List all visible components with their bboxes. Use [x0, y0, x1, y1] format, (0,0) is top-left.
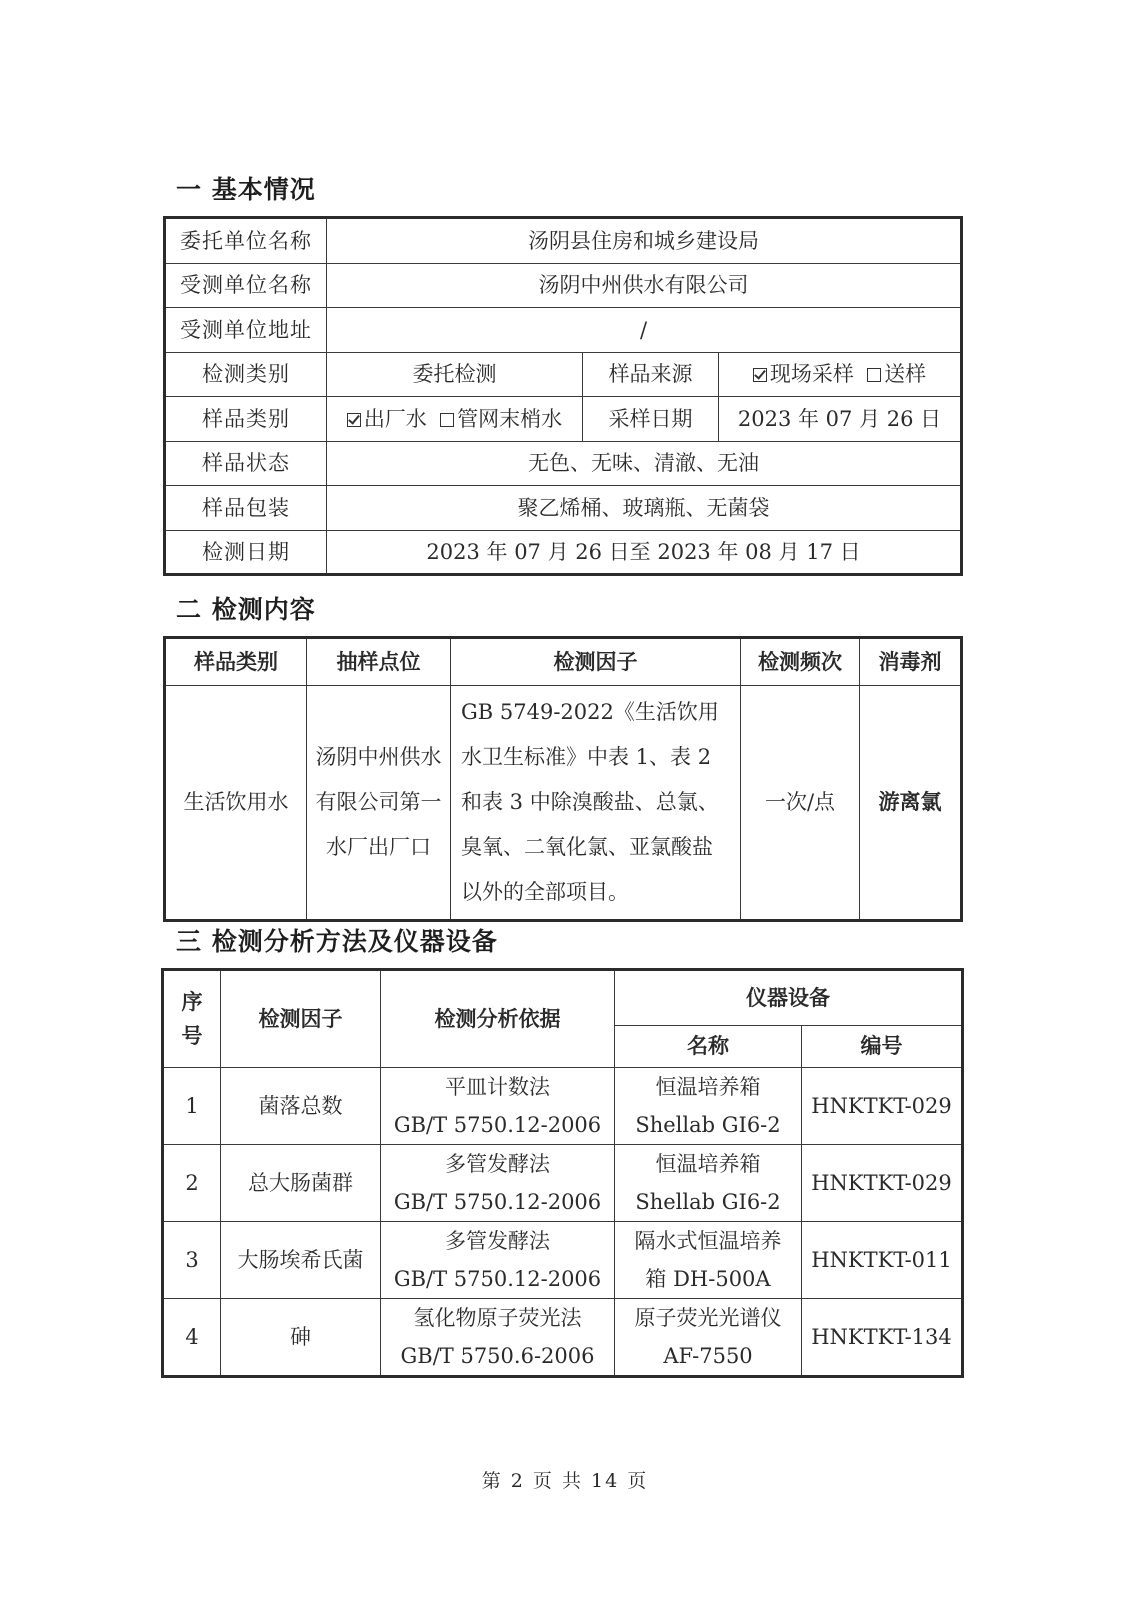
test-date-label: 检测日期 [165, 531, 327, 575]
section-title-methods: 三 检测分析方法及仪器设备 [176, 927, 498, 956]
section-title-test-content: 二 检测内容 [176, 595, 316, 624]
page-number: 第 2 页 共 14 页 [481, 1470, 649, 1492]
header-basis: 检测分析依据 [381, 970, 615, 1068]
test-content-table [163, 636, 963, 922]
row-standard: GB/T 5750.12-2006 [393, 1267, 602, 1291]
row-standard: GB/T 5750.6-2006 [400, 1344, 595, 1368]
sample-type-option-network: 管网末梢水 [457, 406, 563, 431]
row-frequency: 一次/点 [741, 686, 860, 921]
sample-package-value: 聚乙烯桶、玻璃瓶、无菌袋 [327, 486, 962, 531]
row-basis [381, 1145, 615, 1222]
unchecked-checkbox-icon [867, 368, 881, 382]
table-row [163, 1299, 963, 1377]
row-instrument-line1: 恒温培养箱 [655, 1152, 761, 1176]
row-factors: GB 5749-2022《生活饮用水卫生标准》中表 1、表 2 和表 3 中除溴酸盐、总氯、臭氧、二氧化氯、亚氯酸盐以外的全部项目。 [451, 686, 741, 921]
header-factor: 检测因子 [221, 970, 381, 1068]
address-label: 受测单位地址 [165, 308, 327, 353]
row-instrument-line1: 恒温培养箱 [655, 1075, 761, 1099]
row-method: 氢化物原子荧光法 [413, 1306, 582, 1330]
header-frequency: 检测频次 [741, 638, 860, 686]
row-instrument-line1: 隔水式恒温培养 [634, 1229, 782, 1253]
row-code: HNKTKT-029 [802, 1145, 963, 1222]
row-method: 多管发酵法 [445, 1229, 550, 1253]
header-factors: 检测因子 [451, 638, 741, 686]
row-standard: GB/T 5750.12-2006 [393, 1190, 602, 1214]
source-options [719, 353, 962, 397]
checked-checkbox-icon [753, 368, 767, 382]
row-instrument-line2: Shellab GI6-2 [635, 1113, 781, 1137]
row-method: 多管发酵法 [445, 1152, 550, 1176]
row-standard: GB/T 5750.12-2006 [393, 1113, 602, 1137]
sample-state-value: 无色、无味、清澈、无油 [327, 442, 962, 486]
sampling-date-value: 2023 年 07 月 26 日 [719, 397, 962, 442]
tested-unit-value: 汤阴中州供水有限公司 [327, 264, 962, 308]
header-equipment-name: 名称 [615, 1026, 802, 1068]
row-seq: 1 [163, 1068, 221, 1145]
source-option-delivered: 送样 [884, 362, 927, 387]
checked-checkbox-icon [347, 413, 361, 427]
basic-info-table [163, 216, 963, 576]
sample-type-option-factory: 出厂水 [363, 406, 427, 431]
table-row [163, 1222, 963, 1299]
tested-unit-label: 受测单位名称 [165, 264, 327, 308]
category-label: 检测类别 [165, 353, 327, 397]
header-location: 抽样点位 [307, 638, 451, 686]
row-basis [381, 1222, 615, 1299]
row-factor: 砷 [221, 1299, 381, 1377]
row-instrument-line1: 原子荧光光谱仪 [634, 1306, 782, 1330]
client-value: 汤阴县住房和城乡建设局 [327, 218, 962, 264]
row-seq: 4 [163, 1299, 221, 1377]
row-seq: 2 [163, 1145, 221, 1222]
methods-table [161, 968, 964, 1378]
header-disinfectant: 消毒剂 [860, 638, 962, 686]
test-date-value: 2023 年 07 月 26 日至 2023 年 08 月 17 日 [327, 531, 962, 575]
sampling-date-label: 采样日期 [583, 397, 719, 442]
row-instrument-line2: 箱 DH-500A [645, 1267, 771, 1291]
client-label: 委托单位名称 [165, 218, 327, 264]
source-option-onsite: 现场采样 [769, 362, 854, 387]
address-value: / [327, 308, 962, 353]
row-disinfectant: 游离氯 [860, 686, 962, 921]
row-instrument [615, 1068, 802, 1145]
row-basis [381, 1299, 615, 1377]
sample-type-options [327, 397, 583, 442]
row-code: HNKTKT-134 [802, 1299, 963, 1377]
sample-state-label: 样品状态 [165, 442, 327, 486]
header-equipment: 仪器设备 [615, 970, 963, 1026]
source-label: 样品来源 [583, 353, 719, 397]
category-value: 委托检测 [327, 353, 583, 397]
row-basis [381, 1068, 615, 1145]
row-code: HNKTKT-029 [802, 1068, 963, 1145]
row-factor: 总大肠菌群 [221, 1145, 381, 1222]
table-row [163, 1145, 963, 1222]
row-location: 汤阴中州供水有限公司第一水厂出厂口 [307, 686, 451, 921]
row-sample-type: 生活饮用水 [165, 686, 307, 921]
row-instrument-line2: AF-7550 [663, 1344, 753, 1368]
row-instrument [615, 1145, 802, 1222]
row-seq: 3 [163, 1222, 221, 1299]
section-title-basic-info: 一 基本情况 [176, 175, 316, 204]
row-factor: 大肠埃希氏菌 [221, 1222, 381, 1299]
unchecked-checkbox-icon [440, 413, 454, 427]
row-code: HNKTKT-011 [802, 1222, 963, 1299]
sample-type-label: 样品类别 [165, 397, 327, 442]
row-factor: 菌落总数 [221, 1068, 381, 1145]
table-row [163, 1068, 963, 1145]
row-instrument-line2: Shellab GI6-2 [635, 1190, 781, 1214]
header-equipment-code: 编号 [802, 1026, 963, 1068]
row-instrument [615, 1299, 802, 1377]
sample-package-label: 样品包装 [165, 486, 327, 531]
row-method: 平皿计数法 [445, 1075, 550, 1099]
header-seq: 序号 [163, 970, 221, 1068]
header-sample-type: 样品类别 [165, 638, 307, 686]
row-instrument [615, 1222, 802, 1299]
